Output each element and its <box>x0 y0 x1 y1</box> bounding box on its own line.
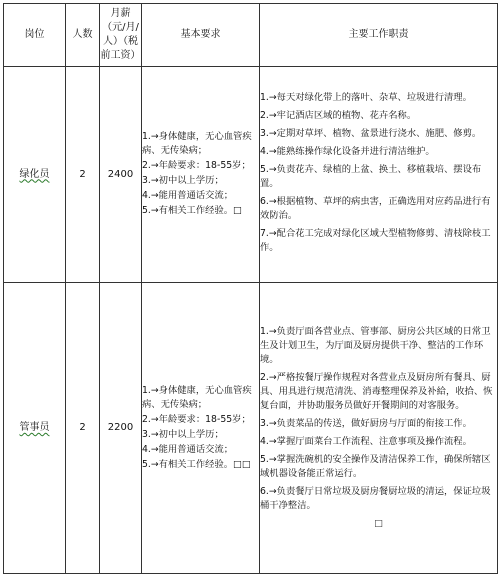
position-name: 管事员 <box>19 422 50 433</box>
list-item: 5.→掌握洗碗机的安全操作及清洁保养工作，确保所辖区域机器设备能正常运行。 <box>260 454 491 479</box>
job-table-wrapper <box>3 3 498 574</box>
cell-salary: 2400 <box>100 67 142 283</box>
duties-list <box>260 325 497 513</box>
list-item: 6.→负责餐厅日常垃圾及厨房餐厨垃圾的清运，保证垃圾桶干净整洁。 <box>260 486 491 511</box>
list-item: 4.→掌握厅面菜台工作流程、注意事项及操作流程。 <box>260 436 472 447</box>
list-item: 2.→牢记酒店区域的植物、花卉名称。 <box>260 109 417 121</box>
cell-duties <box>260 67 498 283</box>
cell-salary: 2200 <box>100 283 142 574</box>
list-item: 5.→负责花卉、绿植的上盆、换土、移植栽培、摆设布置。 <box>260 163 482 189</box>
requirements-list <box>142 130 259 218</box>
header-headcount: 人数 <box>66 4 100 67</box>
list-item: 3.→负责菜品的传送，做好厨房与厅面的衔接工作。 <box>260 418 472 429</box>
header-position: 岗位 <box>4 4 66 67</box>
list-item: 4.→能用普通话交流； <box>142 443 234 455</box>
cell-requirements <box>142 67 260 283</box>
table-row <box>4 67 498 283</box>
paragraph-mark: □ <box>374 518 383 529</box>
cell-position <box>4 283 66 574</box>
header-requirements: 基本要求 <box>142 4 260 67</box>
cell-position <box>4 67 66 283</box>
list-item: 5.→有相关工作经验。□□ <box>142 458 251 470</box>
list-item: 1.→身体健康，无心血管疾病、无传染病； <box>142 131 252 156</box>
list-item: 2.→年龄要求：18-55岁； <box>142 413 251 425</box>
list-item: 1.→身体健康，无心血管疾病、无传染病； <box>142 384 252 410</box>
header-duties: 主要工作职责 <box>260 4 498 67</box>
requirements-list <box>142 384 259 472</box>
list-item: 1.→负责厅面各营业点、管事部、厨房公共区域的日常卫生及计划卫生，为厅面及厨房提供干净、整洁的工作环境。 <box>260 326 491 365</box>
cell-headcount: 2 <box>66 283 100 574</box>
list-item: 1.→每天对绿化带上的落叶、杂草、垃圾进行清理。 <box>260 91 472 103</box>
list-item: 4.→能用普通话交流； <box>142 190 234 201</box>
cell-duties <box>260 283 498 574</box>
header-salary: 月薪（元/月/人）（税前工资） <box>100 4 142 67</box>
list-item: 3.→定期对草坪、植物、盆景进行浇水、施肥、修剪。 <box>260 127 482 139</box>
list-item: 4.→能熟练操作绿化设备并进行清洁维护。 <box>260 145 435 157</box>
list-item: 2.→年龄要求：18-55岁； <box>142 160 251 171</box>
duties-list <box>260 91 497 255</box>
job-requirements-table <box>3 3 498 574</box>
list-item: 7.→配合花工完成对绿化区域大型植物修剪、清枝除枝工作。 <box>260 227 491 253</box>
position-name: 绿化员 <box>19 168 50 180</box>
list-item: 3.→初中以上学历； <box>142 428 224 440</box>
list-item: 6.→根据植物、草坪的病虫害，正确选用对应药品进行有效防治。 <box>260 195 491 221</box>
cell-headcount: 2 <box>66 67 100 283</box>
list-item: 3.→初中以上学历； <box>142 175 224 186</box>
list-item: 2.→严格按餐厅操作规程对各营业点及厨房所有餐具、厨具、用具进行规范清洗、消毒整理保养及补給，收拾、恢复台面，并协助服务员做好开餐期间的对客服务。 <box>260 372 493 411</box>
cell-requirements <box>142 283 260 574</box>
table-row <box>4 283 498 574</box>
list-item: 5.→有相关工作经验。□ <box>142 205 242 216</box>
header-row <box>4 4 498 67</box>
